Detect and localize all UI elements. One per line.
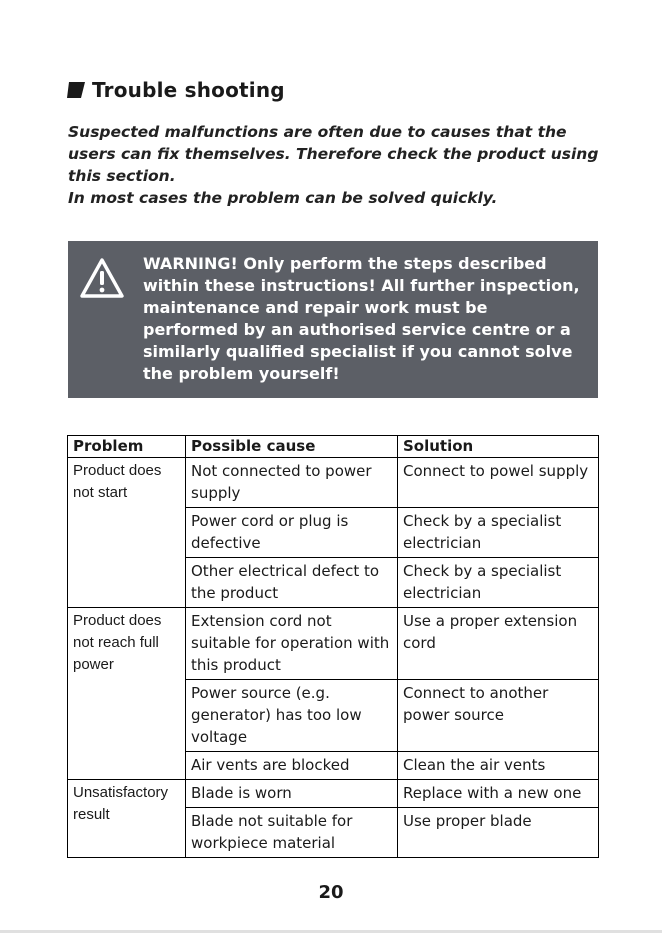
cause-cell: Power source (e.g. generator) has too low voltage: [186, 680, 398, 752]
problem-cell: Product does not start: [68, 458, 186, 608]
solution-cell: Connect to another power source: [398, 680, 599, 752]
section-heading: [66, 78, 285, 102]
header-solution: Solution: [398, 436, 599, 458]
solution-cell: Clean the air vents: [398, 752, 599, 780]
cause-cell: Extension cord not suitable for operation with this product: [186, 608, 398, 680]
cause-cell: Blade not suitable for workpiece material: [186, 808, 398, 858]
section-marker-icon: [66, 80, 86, 100]
solution-cell: Replace with a new one: [398, 780, 599, 808]
solution-cell: Use a proper extension cord: [398, 608, 599, 680]
problem-cell: Unsatisfactory result: [68, 780, 186, 858]
table-row: [68, 608, 599, 680]
warning-triangle-icon: [79, 257, 125, 299]
solution-cell: Use proper blade: [398, 808, 599, 858]
intro-paragraph-2: In most cases the problem can be solved quickly.: [68, 189, 498, 207]
solution-cell: Check by a specialist electrician: [398, 558, 599, 608]
troubleshooting-table: [67, 435, 599, 858]
warning-text: WARNING! Only perform the steps described within these instructions! All further inspection, maintenance and repair work must be performed by an authorised service centre or a similarly qualified specialist if you cannot solve the problem yourself!: [143, 254, 580, 383]
table-row: [68, 458, 599, 508]
table-header-row: [68, 436, 599, 458]
warning-box: [68, 241, 598, 398]
intro-text: [68, 121, 608, 209]
table-row: [68, 780, 599, 808]
header-possible-cause: Possible cause: [186, 436, 398, 458]
cause-cell: Other electrical defect to the product: [186, 558, 398, 608]
intro-paragraph-1: Suspected malfunctions are often due to causes that the users can fix themselves. Therefore check the product using this section.: [68, 123, 599, 185]
cause-cell: Air vents are blocked: [186, 752, 398, 780]
cause-cell: Not connected to power supply: [186, 458, 398, 508]
header-problem: Problem: [68, 436, 186, 458]
solution-cell: Connect to powel supply: [398, 458, 599, 508]
cause-cell: Blade is worn: [186, 780, 398, 808]
cause-cell: Power cord or plug is defective: [186, 508, 398, 558]
solution-cell: Check by a specialist electrician: [398, 508, 599, 558]
problem-cell: Product does not reach full power: [68, 608, 186, 780]
page-number: 20: [318, 882, 344, 903]
section-title: Trouble shooting: [92, 78, 285, 102]
